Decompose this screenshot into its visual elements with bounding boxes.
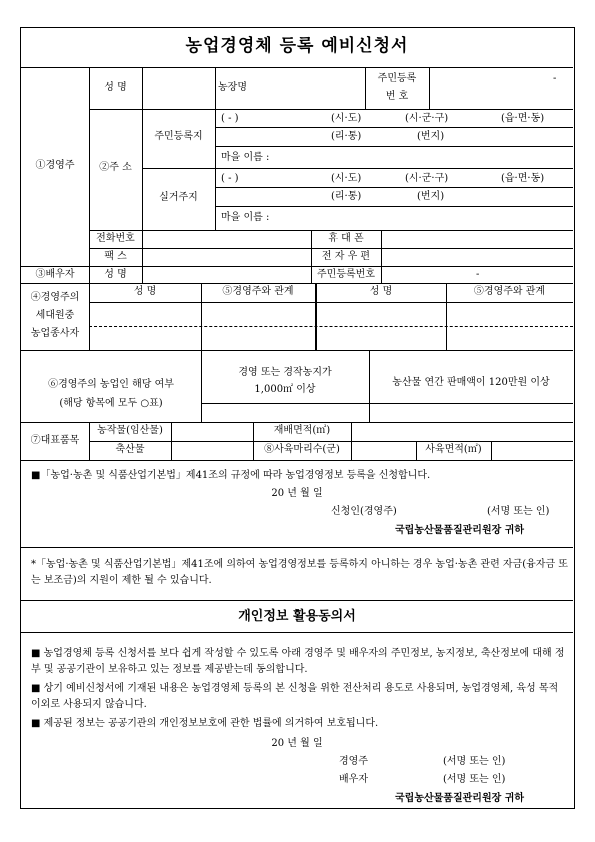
email-label: 전 자 우 편 <box>321 251 371 262</box>
farmer-status-mark-2[interactable] <box>370 404 572 422</box>
owner-name-field[interactable] <box>143 68 214 108</box>
owner-rrn-label: 주민등록 <box>377 73 417 84</box>
registered-sido: (시·도) <box>331 113 362 124</box>
spouse-rrn-label: 주민등록번호 <box>317 269 375 280</box>
household-name-header-2: 성 명 <box>369 286 393 297</box>
farmer-status-label-1: ⑥경영주의 농업인 해당 여부 <box>48 379 174 390</box>
registered-sigungu: (시·군·구) <box>405 113 449 124</box>
feeding-count-field[interactable] <box>353 442 414 459</box>
consent-owner-label: 경영주 <box>339 756 368 767</box>
consent-owner-sign[interactable]: (서명 또는 인) <box>443 756 506 767</box>
fax-field[interactable] <box>144 249 309 265</box>
application-date[interactable]: 20 년 월 일 <box>271 488 323 499</box>
household-relation-header-2: ⑤경영주와 관계 <box>473 286 546 297</box>
crop-field[interactable] <box>173 423 251 440</box>
residence-village-label: 마을 이름 : <box>221 212 270 223</box>
notice-text: *「농업·농촌 및 식품산업기본법」제41조에 의하여 농업경영정보를 등록하지 아니하는 경우 농업·농촌 관련 자금(융자금 또는 보조금)의 지원이 제한 될 수 있습니다. <box>31 559 568 586</box>
household-name-header: 성 명 <box>133 286 157 297</box>
livestock-label: 축산물 <box>115 444 145 455</box>
farm-name-field[interactable] <box>251 68 363 108</box>
spouse-name-label: 성 명 <box>104 269 127 280</box>
mobile-label: 휴 대 폰 <box>328 233 364 244</box>
feeding-area-field[interactable] <box>493 442 571 459</box>
registered-ri: (리·통) <box>331 131 362 142</box>
farmer-status-option-1b: 1,000㎡ 이상 <box>254 384 316 395</box>
farmer-status-option-2: 농산물 연간 판매액이 120만원 이상 <box>392 377 550 388</box>
registered-address-label: 주민등록지 <box>154 131 203 142</box>
residence-beonji: (번지) <box>417 191 445 202</box>
farmer-status-label-2: (해당 항목에 모두 ○표) <box>59 398 163 409</box>
owner-name-label: 성 명 <box>104 82 127 93</box>
application-form <box>20 27 575 809</box>
registered-eupmyeon: (읍·면·동) <box>501 113 545 124</box>
products-section-label: ⑦대표품목 <box>30 435 80 446</box>
household-relation-header: ⑤경영주와 관계 <box>222 286 294 297</box>
consent-date[interactable]: 20 년 월 일 <box>271 738 323 749</box>
registered-village-label: 마을 이름 : <box>221 152 270 163</box>
household-label-1: ④경영주의 <box>30 292 80 303</box>
owner-rrn-dash: - <box>553 73 557 84</box>
residence-eupmyeon: (읍·면·동) <box>501 173 545 184</box>
farmer-status-mark-1[interactable] <box>202 404 368 422</box>
household-label-2: 세대원중 <box>35 310 75 321</box>
application-recipient: 국립농산물품질관리원장 귀하 <box>395 525 525 536</box>
email-field[interactable] <box>383 249 571 265</box>
residence-address-label: 실거주지 <box>159 192 198 203</box>
spouse-name-field[interactable] <box>144 267 309 282</box>
applicant-label: 신청인(경영주) <box>331 506 397 517</box>
consent-item-1: ■ 농업경영체 등록 신청서를 보다 쉽게 작성할 수 있도록 아래 경영주 및 배우자의 주민정보, 농지정보, 축산정보에 대해 정부 및 공공기관이 보유하고 있는 정보를 제공받는데 동의합니다. <box>31 648 565 675</box>
residence-zip[interactable]: ( - ) <box>221 173 239 184</box>
farmer-status-option-1a: 경영 또는 경작농지가 <box>238 367 332 378</box>
registered-zip[interactable]: ( - ) <box>221 113 239 124</box>
registered-beonji: (번지) <box>417 131 445 142</box>
applicant-sign[interactable]: (서명 또는 인) <box>487 506 550 517</box>
cultivation-area-field[interactable] <box>353 423 571 440</box>
crop-label: 농작물(임산물) <box>97 425 163 436</box>
feeding-area-label: 사육면적(㎡) <box>425 444 482 455</box>
residence-sido: (시·도) <box>331 173 362 184</box>
consent-recipient: 국립농산물품질관리원장 귀하 <box>395 793 525 804</box>
consent-item-3: ■ 제공된 정보는 공공기관의 개인정보보호에 관한 법률에 의거하여 보호됩니다. <box>31 718 379 729</box>
consent-spouse-label: 배우자 <box>339 774 368 785</box>
spouse-section-label: ③배우자 <box>35 269 75 280</box>
residence-sigungu: (시·군·구) <box>405 173 449 184</box>
mobile-field[interactable] <box>383 231 571 247</box>
livestock-field[interactable] <box>173 442 251 459</box>
consent-title: 개인정보 활용동의서 <box>238 609 356 624</box>
form-title: 농업경영체 등록 예비신청서 <box>185 36 409 56</box>
address-label: ②주 소 <box>99 162 132 173</box>
feeding-count-label: ⑧사육마리수(군) <box>264 444 340 455</box>
phone-field[interactable] <box>144 231 309 247</box>
owner-rrn-field[interactable] <box>431 68 571 108</box>
fax-label: 팩 스 <box>104 251 127 262</box>
phone-label: 전화번호 <box>96 233 135 244</box>
residence-ri: (리·통) <box>331 191 362 202</box>
owner-rrn-label-2: 번 호 <box>385 91 409 102</box>
consent-spouse-sign[interactable]: (서명 또는 인) <box>443 774 506 785</box>
spouse-rrn-dash: - <box>476 269 480 280</box>
owner-section-label: ①경영주 <box>35 160 75 171</box>
farm-name-label: 농장명 <box>218 82 247 93</box>
application-statement: ■「농업·농촌 및 식품산업기본법」제41조의 규정에 따라 농업경영정보 등록을 신청합니다. <box>31 470 431 481</box>
cultivation-area-label: 재배면적(㎡) <box>273 425 331 436</box>
household-label-3: 농업종사자 <box>30 328 80 339</box>
consent-item-2: ■ 상기 예비신청서에 기재된 내용은 농업경영체 등록의 본 신청을 위한 전산처리 용도로 사용되며, 농업경영체, 육성 목적 이외로 사용되지 않습니다. <box>31 683 559 710</box>
